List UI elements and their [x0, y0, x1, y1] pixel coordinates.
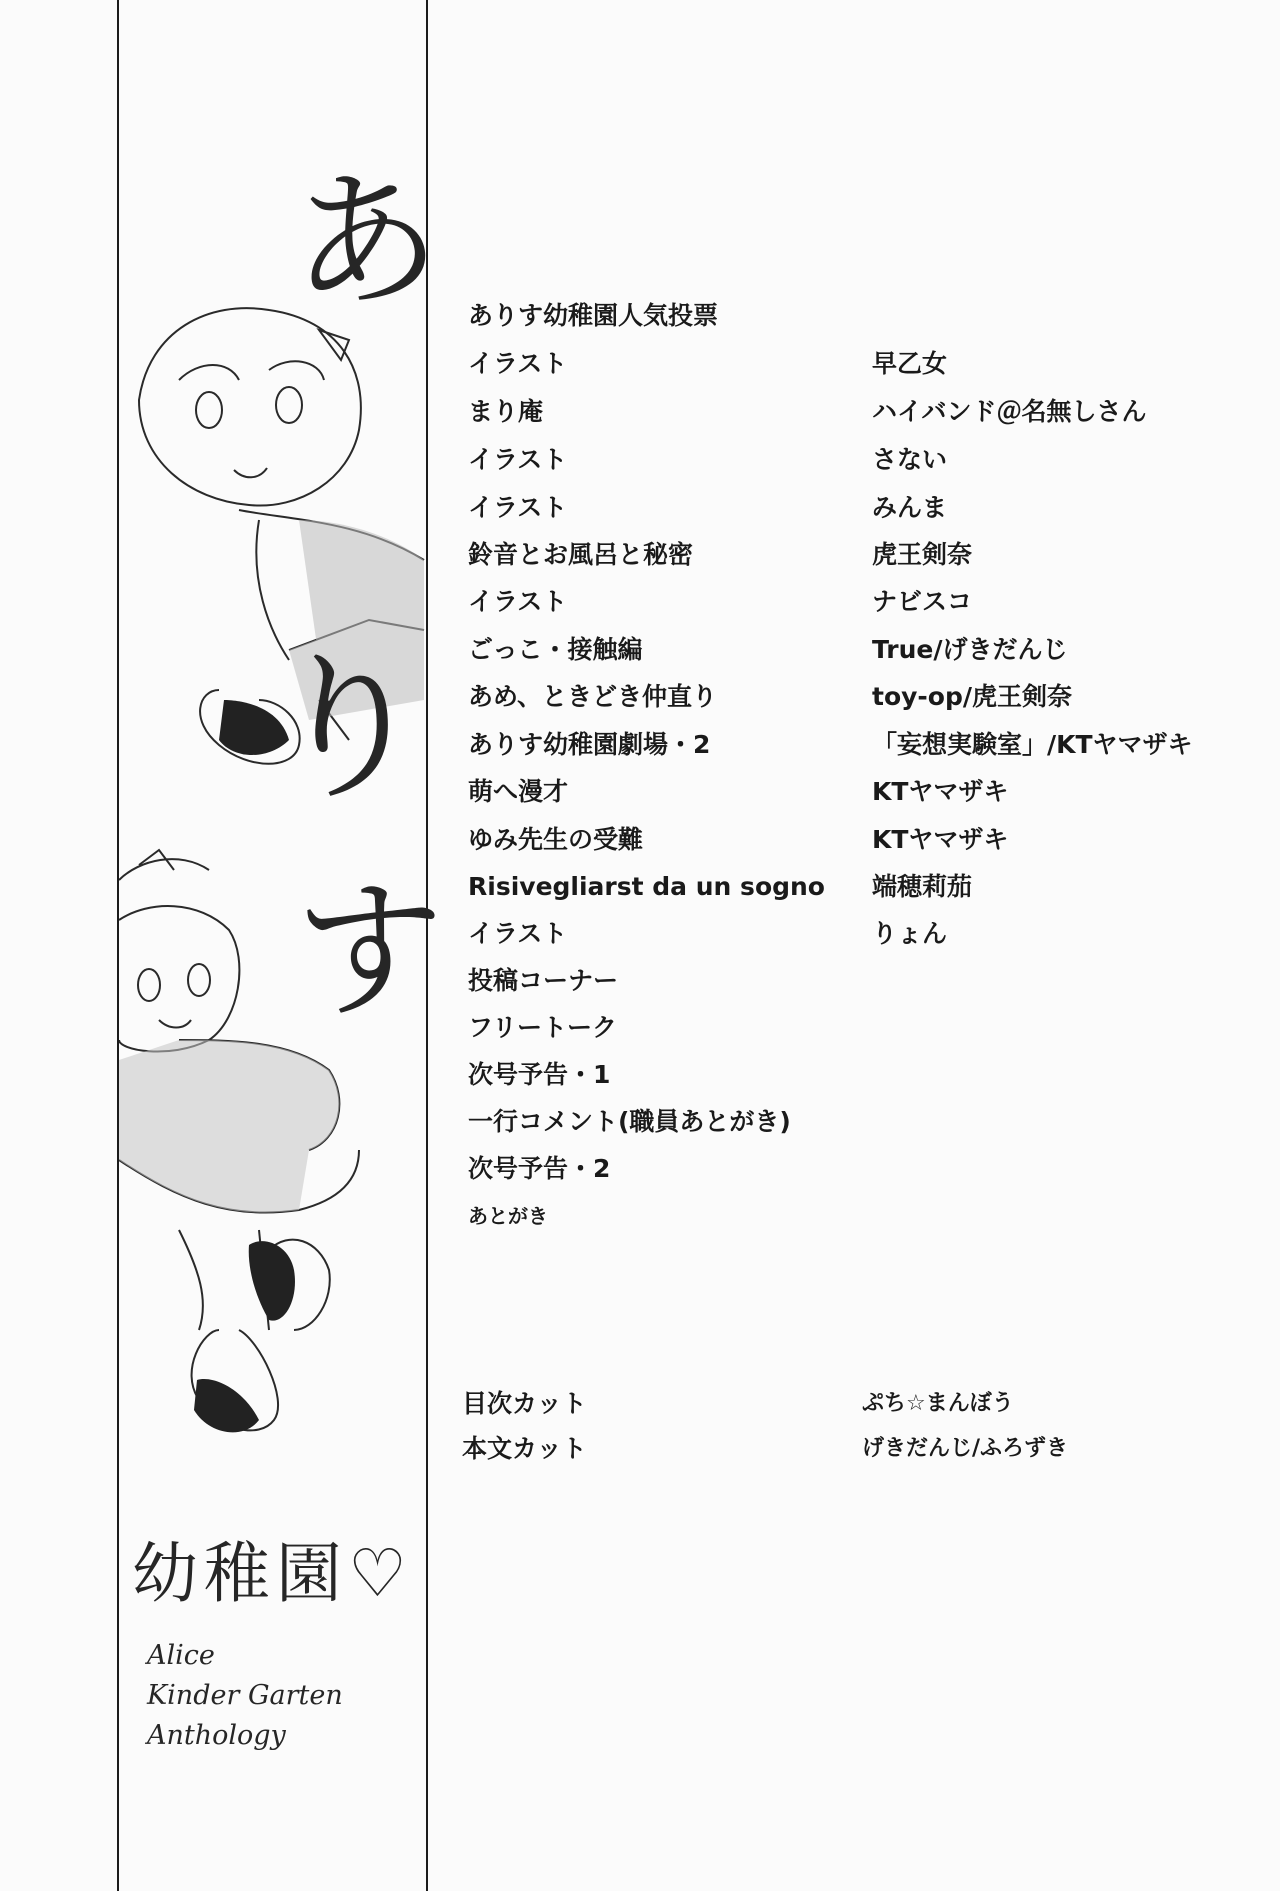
- title-japanese: 幼稚園♡: [131, 1535, 414, 1612]
- toc-title: Risivegliarst da un sogno: [468, 872, 825, 901]
- toc-title: 一行コメント(職員あとがき): [468, 1107, 791, 1136]
- toc-author: 早乙女: [872, 349, 948, 378]
- toc-title: 次号予告・2: [468, 1154, 611, 1183]
- toc-title: 投稿コーナー: [468, 966, 619, 995]
- credit-name: げきだんじ/ふろずき: [862, 1436, 1069, 1461]
- toc-title: イラスト: [468, 919, 568, 948]
- toc-title: イラスト: [468, 587, 568, 616]
- toc-author: 虎王剣奈: [872, 540, 973, 569]
- toc-author: KTヤマザキ: [872, 825, 1009, 854]
- toc-author: ハイバンド＠名無しさん: [872, 397, 1147, 426]
- toc-title: イラスト: [468, 493, 568, 522]
- title-english-line-2: Kinder Garten: [147, 1680, 343, 1711]
- toc-title: ありす幼稚園人気投票: [468, 301, 719, 330]
- toc-author: さない: [872, 445, 948, 474]
- credit-label: 目次カット: [462, 1389, 587, 1418]
- toc-title: 次号予告・1: [468, 1060, 611, 1089]
- toc-title: あとがき: [468, 1204, 548, 1228]
- title-english-line-1: Alice: [147, 1640, 215, 1671]
- vertical-title-char-1: あ: [284, 149, 446, 334]
- credit-name: ぷち☆まんぼう: [862, 1391, 1014, 1416]
- toc-author: toy-op/虎王剣奈: [872, 682, 1073, 711]
- toc-title: イラスト: [468, 349, 568, 378]
- toc-title: 鈴音とお風呂と秘密: [468, 540, 694, 569]
- toc-author: りょん: [872, 919, 948, 948]
- toc-title: ごっこ・接触編: [468, 635, 643, 664]
- toc-title: まり庵: [468, 397, 544, 426]
- toc-title: イラスト: [468, 445, 568, 474]
- toc-title: ゆみ先生の受難: [468, 825, 644, 854]
- credit-label: 本文カット: [462, 1434, 587, 1463]
- toc-author: KTヤマザキ: [872, 777, 1009, 806]
- toc-author: True/げきだんじ: [872, 635, 1068, 664]
- toc-author: ナビスコ: [872, 587, 973, 616]
- toc-author: 端穂莉茄: [872, 872, 973, 901]
- toc-title: ありす幼稚園劇場・2: [468, 730, 711, 759]
- toc-title: あめ、ときどき仲直り: [468, 682, 718, 711]
- vertical-title-char-2: り: [269, 635, 430, 822]
- title-english-line-3: Anthology: [147, 1720, 286, 1751]
- toc-author: 「妄想実験室」/KTヤマザキ: [872, 730, 1193, 759]
- vertical-title-char-3: す: [294, 865, 445, 1039]
- toc-title: 萌へ漫才: [468, 777, 569, 806]
- toc-author: みんま: [872, 493, 948, 522]
- toc-title: フリートーク: [468, 1013, 618, 1042]
